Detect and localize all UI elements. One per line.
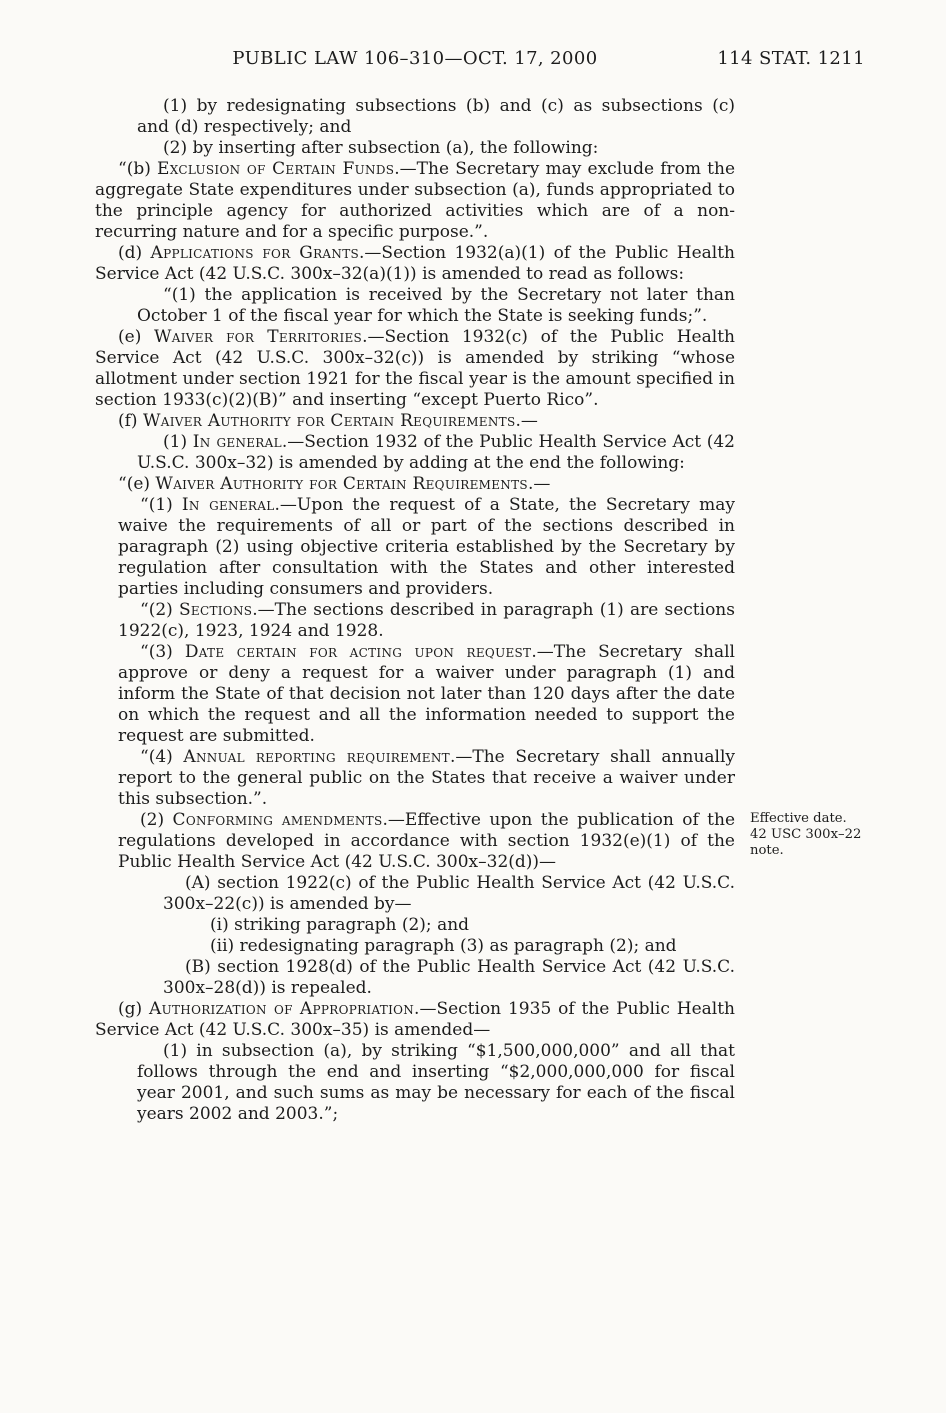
paragraph-text: .—The Secretary shall approve or deny a request for a waiver under paragraph (1) and inform the State of that decision not later than 120 days after the date on which the request and all the information needed to support the request are submitted.: [118, 642, 735, 746]
statute-paragraph: [95, 474, 735, 495]
statute-paragraph: [137, 138, 735, 159]
statute-paragraph: [118, 600, 735, 642]
paragraph-text: (1) by redesignating subsections (b) and (c) as subsections (c) and (d) respectively; and: [137, 96, 735, 137]
paragraph-text: .—Effective upon the publication of the regulations developed in accordance with section 1932(e)(1) of the Public Health Service Act (42 U.S.C. 300x–32(d))—: [118, 810, 736, 872]
paragraph-text: (1): [163, 432, 193, 452]
statute-paragraph: [95, 411, 735, 432]
smallcaps-heading: In general: [192, 432, 282, 452]
statute-paragraph: [95, 327, 735, 411]
paragraph-text: “(1) the application is received by the Secretary not later than October 1 of the fiscal year for which the State is seeking funds;”.: [137, 285, 735, 326]
smallcaps-heading: Waiver for Territories: [154, 327, 363, 347]
statute-paragraph: [118, 810, 735, 873]
paragraph-text: (B) section 1928(d) of the Public Health Service Act (42 U.S.C. 300x–28(d)) is repealed.: [163, 957, 735, 998]
paragraph-text: “(4): [140, 747, 184, 767]
statute-paragraph: [137, 96, 735, 138]
paragraph-text: .—The Secretary may exclude from the aggregate State expenditures under subsection (a), funds appropriated to the principle agency for authorized activities which are of a non-recurring nature and for a specific purpose.”.: [95, 159, 736, 242]
paragraph-text: (ii) redesignating paragraph (3) as paragraph (2); and: [210, 936, 677, 956]
paragraph-with-margin-note: [95, 810, 862, 873]
paragraph-text: .—Upon the request of a State, the Secretary may waive the requirements of all or part of the sections described in paragraph (2) using objective criteria established by the Secretary by regulation after consultation with the States and other interested parties including consumers and providers.: [118, 495, 735, 599]
paragraph-text: .—Section 1932(a)(1) of the Public Health Service Act (42 U.S.C. 300x–32(a)(1)) is amended to read as follows:: [95, 243, 735, 284]
paragraph-text: (g): [118, 999, 150, 1019]
margin-note-line: note.: [750, 843, 784, 858]
paragraph-text: .—: [515, 411, 538, 431]
statute-paragraph: [185, 915, 735, 936]
statute-paragraph: [95, 159, 735, 243]
paragraph-text: (f): [118, 411, 143, 431]
paragraph-text: (i) striking paragraph (2); and: [210, 915, 470, 935]
smallcaps-heading: Conforming amendments: [172, 810, 383, 830]
statute-paragraph: [185, 936, 735, 957]
statute-paragraph: [163, 873, 735, 915]
paragraph-text: .—Section 1935 of the Public Health Service Act (42 U.S.C. 300x–35) is amended—: [95, 999, 735, 1040]
paragraph-text: .—Section 1932 of the Public Health Service Act (42 U.S.C. 300x–32) is amended by adding at the end the following:: [137, 432, 735, 473]
smallcaps-heading: In general: [181, 495, 275, 515]
smallcaps-heading: Applications for Grants: [150, 243, 360, 263]
paragraph-text: (2): [140, 810, 173, 830]
statute-paragraph: [95, 999, 735, 1041]
smallcaps-heading: Sections: [178, 600, 253, 620]
statute-paragraph: [137, 1041, 735, 1125]
statute-paragraph: [95, 243, 735, 285]
paragraph-text: .—Section 1932(c) of the Public Health Service Act (42 U.S.C. 300x–32(c)) is amended by striking “whose allotment under section 1921 for the fiscal year is the amount specified in section 1933(c)(2)(B)” and inserting “except Puerto Rico”.: [95, 327, 735, 410]
statute-paragraph: [163, 957, 735, 999]
paragraph-text: .—The Secretary shall annually report to the general public on the States that receive a waiver under this subsection.”.: [118, 747, 736, 809]
paragraph-text: (2) by inserting after subsection (a), the following:: [163, 138, 599, 158]
statute-paragraph: [118, 642, 735, 747]
page-header: [95, 48, 865, 72]
paragraph-text: (d): [118, 243, 151, 263]
paragraph-text: “(1): [140, 495, 182, 515]
statute-paragraph: [118, 747, 735, 810]
paragraph-text: “(3): [140, 642, 185, 662]
smallcaps-heading: Waiver Authority for Certain Requirements: [142, 411, 516, 431]
margin-note-line: 42 USC 300x–22: [750, 827, 862, 842]
smallcaps-heading: Date certain for acting upon request: [184, 642, 532, 662]
margin-note-line: Effective date.: [750, 811, 847, 826]
law-title: PUBLIC LAW 106–310—OCT. 17, 2000: [232, 48, 598, 69]
paragraph-text: (1) in subsection (a), by striking “$1,500,000,000” and all that follows through the end and inserting “$2,000,000,000 for fiscal year 2001, and such sums as may be necessary for each of the fiscal years 2002 and 2003.”;: [137, 1041, 735, 1124]
paragraph-text: “(e): [118, 474, 156, 494]
paragraph-text: “(2): [140, 600, 179, 620]
margin-note: [750, 811, 875, 859]
paragraph-text: .—: [527, 474, 551, 494]
statute-text-body: [95, 96, 862, 1125]
stat-page-ref: 114 STAT. 1211: [717, 48, 865, 69]
paragraph-text: (e): [118, 327, 155, 347]
smallcaps-heading: Authorization of Appropriation: [149, 999, 415, 1019]
statute-paragraph: [118, 495, 735, 600]
smallcaps-heading: Waiver Authority for Certain Requirements: [155, 474, 528, 494]
statute-paragraph: [137, 285, 735, 327]
paragraph-text: .—The sections described in paragraph (1) are sections 1922(c), 1923, 1924 and 1928.: [118, 600, 735, 641]
smallcaps-heading: Exclusion of Certain Funds: [157, 159, 395, 179]
paragraph-text: (A) section 1922(c) of the Public Health Service Act (42 U.S.C. 300x–22(c)) is amended by—: [163, 873, 735, 914]
paragraph-text: “(b): [118, 159, 158, 179]
smallcaps-heading: Annual reporting requirement: [183, 747, 450, 767]
statute-paragraph: [137, 432, 735, 474]
